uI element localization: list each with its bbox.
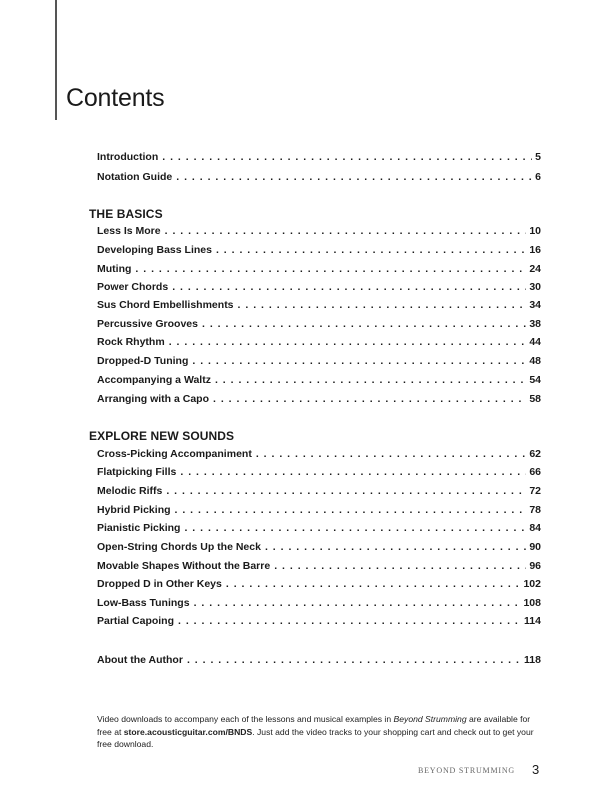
toc-entry-page: 84 [529, 522, 541, 534]
toc-entry-label: Dropped-D Tuning [97, 355, 189, 367]
section-heading-explore: EXPLORE NEW SOUNDS [89, 429, 235, 443]
dot-leader [202, 318, 526, 330]
toc-entry-label: About the Author [97, 654, 183, 666]
toc-entry[interactable] [97, 318, 541, 336]
toc-entry-label: Percussive Grooves [97, 318, 198, 330]
toc-entry[interactable] [97, 374, 541, 392]
dot-leader [213, 393, 526, 405]
toc-entry-label: Power Chords [97, 281, 169, 293]
toc-entry-introduction[interactable] [97, 151, 541, 169]
dot-leader [178, 615, 521, 627]
toc-entry[interactable] [97, 560, 541, 578]
toc-entry-page: 38 [529, 318, 541, 330]
toc-entry[interactable] [97, 299, 541, 317]
toc-entry-label: Pianistic Picking [97, 522, 181, 534]
toc-entry-label: Accompanying a Waltz [97, 374, 211, 386]
dot-leader [169, 336, 527, 348]
toc-entry[interactable] [97, 281, 541, 299]
toc-entry-page: 114 [524, 615, 541, 627]
toc-entry-page: 16 [529, 244, 541, 256]
toc-entry[interactable] [97, 263, 541, 281]
toc-entry[interactable] [97, 393, 541, 411]
toc-entry-page: 5 [535, 151, 541, 163]
dot-leader [274, 560, 526, 572]
toc-entry-page: 48 [529, 355, 541, 367]
toc-entry-page: 10 [529, 225, 541, 237]
toc-entry-label: Introduction [97, 151, 159, 163]
note-text: Video downloads to accompany each of the lessons and musical examples in [97, 714, 394, 724]
page-number: 3 [532, 762, 540, 777]
toc-entry-page: 54 [529, 374, 541, 386]
toc-entry[interactable] [97, 597, 541, 615]
toc-entry-label: Hybrid Picking [97, 504, 171, 516]
toc-entry-page: 6 [535, 171, 541, 183]
dot-leader [226, 578, 521, 590]
toc-entry-page: 24 [529, 263, 541, 275]
toc-entry-label: Arranging with a Capo [97, 393, 210, 405]
dot-leader [215, 374, 526, 386]
dot-leader [176, 171, 532, 183]
toc-entry-label: Notation Guide [97, 171, 173, 183]
note-text: are available for free at [97, 714, 531, 737]
toc-entry-label: Melodic Riffs [97, 485, 163, 497]
toc-entry-label: Cross-Picking Accompaniment [97, 448, 252, 460]
toc-entry-label: Dropped D in Other Keys [97, 578, 222, 590]
toc-entry-page: 30 [529, 281, 541, 293]
margin-rule [55, 0, 57, 120]
dot-leader [184, 522, 526, 534]
toc-entry-page: 66 [529, 466, 541, 478]
toc-entry-page: 62 [529, 448, 541, 460]
toc-entry-label: Partial Capoing [97, 615, 175, 627]
dot-leader [192, 355, 526, 367]
toc-entry[interactable] [97, 522, 541, 540]
dot-leader [165, 225, 527, 237]
toc-entry[interactable] [97, 578, 541, 596]
download-url: store.acousticguitar.com/BNDS [123, 726, 253, 737]
toc-entry-label: Rock Rhythm [97, 336, 165, 348]
running-footer: BEYOND STRUMMING [417, 766, 515, 775]
dot-leader [135, 263, 526, 275]
toc-entry-page: 44 [529, 336, 541, 348]
page-title: Contents [66, 84, 165, 112]
toc-entry-page: 78 [529, 504, 541, 516]
toc-entry-about-author[interactable] [97, 654, 541, 672]
dot-leader [172, 281, 526, 293]
toc-entry-label: Low-Bass Tunings [97, 597, 190, 609]
toc-entry[interactable] [97, 336, 541, 354]
note-text: . Just add the video tracks to your shopping cart and check out to get your free download. [97, 726, 534, 750]
toc-entry-label: Open-String Chords Up the Neck [97, 541, 261, 553]
book-title: Beyond Strumming [393, 714, 467, 724]
dot-leader [162, 151, 532, 163]
toc-entry[interactable] [97, 448, 541, 466]
toc-entry[interactable] [97, 485, 541, 503]
dot-leader [187, 654, 521, 666]
toc-entry-label: Movable Shapes Without the Barre [97, 560, 271, 572]
toc-entry-label: Flatpicking Fills [97, 466, 177, 478]
toc-entry-page: 102 [523, 578, 541, 590]
toc-entry[interactable] [97, 244, 541, 262]
dot-leader [175, 504, 527, 516]
toc-entry-label: Sus Chord Embellishments [97, 299, 234, 311]
section-heading-basics: THE BASICS [89, 207, 163, 221]
toc-entry-page: 118 [524, 654, 541, 666]
dot-leader [238, 299, 527, 311]
toc-entry-label: Developing Bass Lines [97, 244, 212, 256]
toc-entry[interactable] [97, 541, 541, 559]
toc-entry-page: 96 [529, 560, 541, 572]
toc-entry[interactable] [97, 225, 541, 243]
dot-leader [166, 485, 526, 497]
toc-entry[interactable] [97, 504, 541, 522]
toc-entry[interactable] [97, 355, 541, 373]
toc-entry[interactable] [97, 615, 541, 633]
toc-entry-label: Muting [97, 263, 132, 275]
dot-leader [194, 597, 521, 609]
dot-leader [256, 448, 526, 460]
toc-entry-page: 34 [529, 299, 541, 311]
toc-entry-notation-guide[interactable] [97, 171, 541, 189]
dot-leader [216, 244, 526, 256]
toc-entry[interactable] [97, 466, 541, 484]
toc-entry-page: 58 [529, 393, 541, 405]
toc-entry-page: 90 [529, 541, 541, 553]
toc-entry-label: Less Is More [97, 225, 161, 237]
toc-entry-page: 108 [523, 597, 541, 609]
video-download-note [97, 713, 543, 751]
toc-entry-page: 72 [529, 485, 541, 497]
dot-leader [265, 541, 526, 553]
dot-leader [180, 466, 526, 478]
